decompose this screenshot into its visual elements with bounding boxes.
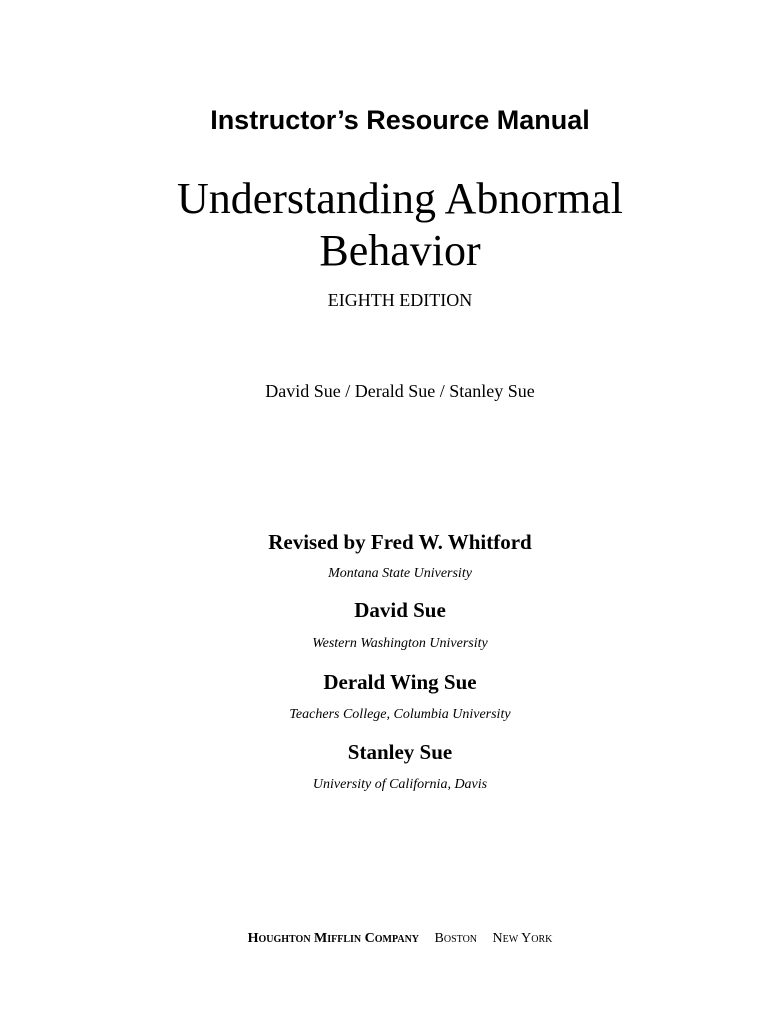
authors-line: David Sue / Derald Sue / Stanley Sue <box>265 381 535 401</box>
book-title-line-2: Behavior <box>319 226 481 275</box>
contributor-affiliation-2: Western Washington University <box>312 636 488 651</box>
manual-title: Instructor’s Resource Manual <box>210 105 590 135</box>
contributor-name-4: Stanley Sue <box>347 740 453 764</box>
publisher-name: Houghton Mifflin Company <box>247 931 420 946</box>
edition-label: EIGHTH EDITION <box>327 290 473 310</box>
book-title-line-1: Understanding Abnormal <box>176 174 624 223</box>
publisher-city-1: Boston <box>434 931 478 946</box>
publisher-city-2: New York <box>492 931 553 946</box>
contributor-name-3: Derald Wing Sue <box>323 670 477 694</box>
contributor-affiliation-3: Teachers College, Columbia University <box>289 707 511 722</box>
publisher-line <box>16 931 768 947</box>
contributor-affiliation-4: University of California, Davis <box>312 777 488 792</box>
book-title <box>16 173 768 277</box>
contributor-name-2: David Sue <box>354 598 446 622</box>
contributor-name-1: Revised by Fred W. Whitford <box>268 530 532 554</box>
contributor-affiliation-1: Montana State University <box>328 566 472 581</box>
